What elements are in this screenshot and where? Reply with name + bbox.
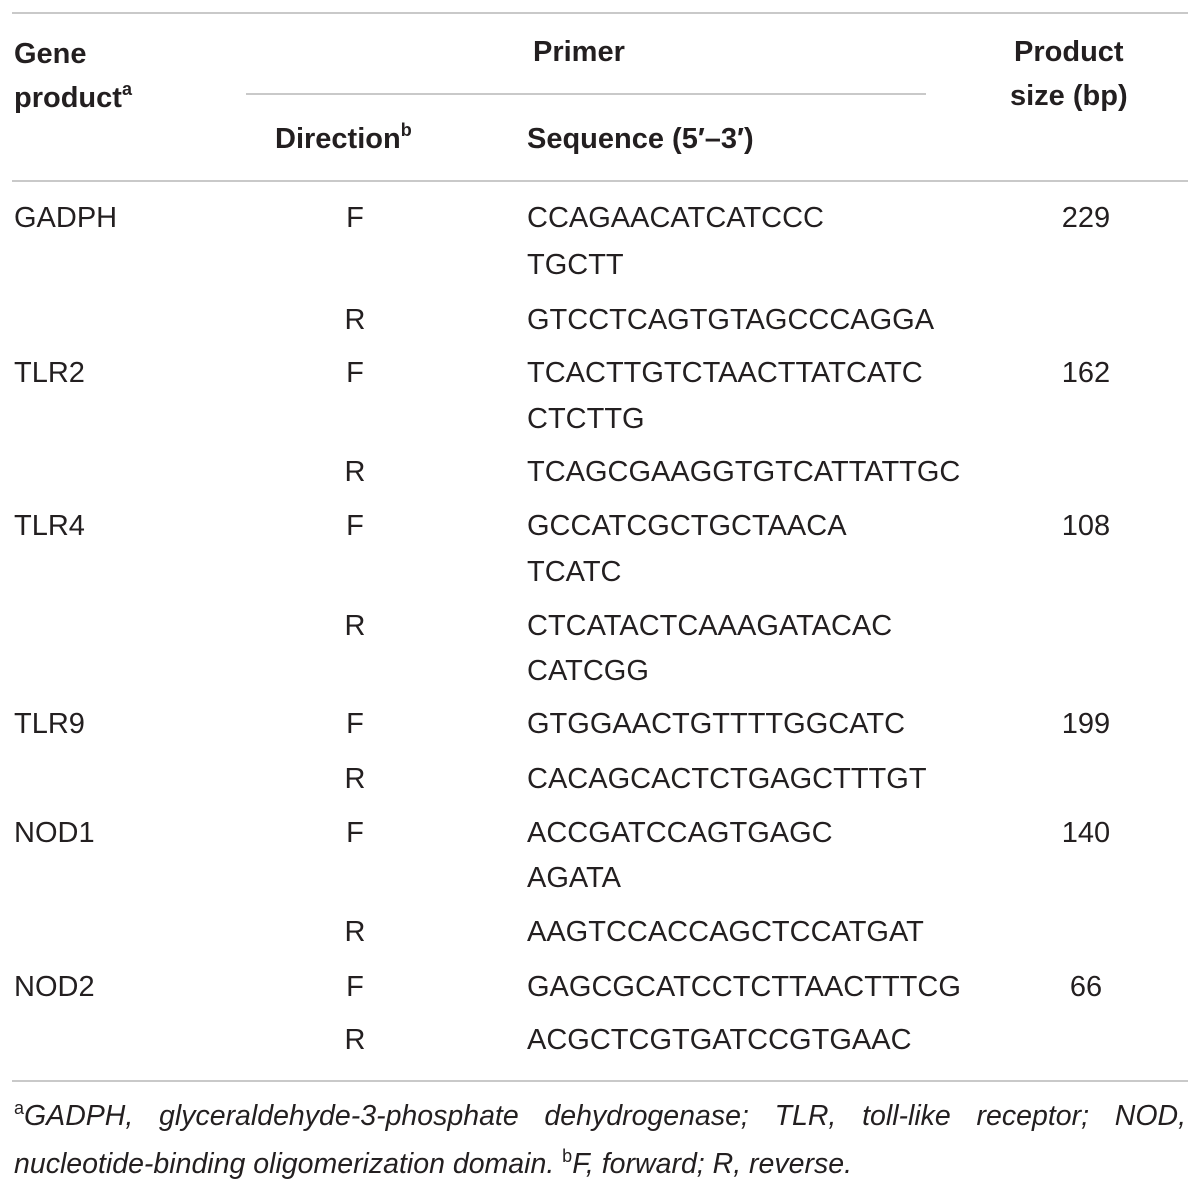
- sequence-cell: AAGTCCACCAGCTCCATGAT: [527, 916, 924, 948]
- sequence-cell: CATCGG: [527, 655, 649, 687]
- direction-cell: R: [344, 304, 366, 336]
- direction-cell: F: [346, 202, 364, 234]
- product-size-cell: 199: [1061, 708, 1111, 740]
- gene-product-cell: NOD2: [14, 971, 95, 1003]
- gene-product-cell: TLR9: [14, 708, 85, 740]
- sequence-cell: TGCTT: [527, 249, 624, 281]
- sequence-cell: TCATC: [527, 556, 622, 588]
- direction-cell: R: [344, 916, 366, 948]
- top-rule: [12, 12, 1188, 14]
- header-rule: [12, 180, 1188, 182]
- header-direction-sup: b: [400, 120, 412, 140]
- direction-cell: R: [344, 763, 366, 795]
- sequence-cell: CTCTTG: [527, 403, 645, 435]
- direction-cell: F: [346, 708, 364, 740]
- footnote-text-b: F, forward; R, reverse.: [572, 1148, 852, 1180]
- header-direction-wrap: [275, 117, 412, 164]
- direction-cell: R: [344, 610, 366, 642]
- footnote-sup-a: a: [14, 1098, 25, 1118]
- sequence-cell: GTCCTCAGTGTAGCCCAGGA: [527, 304, 935, 336]
- direction-cell: F: [346, 357, 364, 389]
- sequence-cell: GTGGAACTGTTTTGGCATC: [527, 708, 906, 740]
- header-primer: Primer: [533, 36, 625, 68]
- header-gene-product: [14, 32, 132, 123]
- footnote-text-a: GADPH, glyceraldehyde-3-phosphate dehydrogenase; TLR, toll-like receptor; NOD, nucleotide-binding oligomerization domain.: [14, 1100, 1186, 1180]
- direction-cell: F: [346, 510, 364, 542]
- sequence-cell: CACAGCACTCTGAGCTTTGT: [527, 763, 927, 795]
- header-gene-line1: Gene: [14, 38, 87, 70]
- header-gene-sup: a: [121, 79, 132, 99]
- sequence-cell: GAGCGCATCCTCTTAACTTTCG: [527, 971, 961, 1003]
- gene-product-cell: TLR2: [14, 357, 85, 389]
- primer-rule: [246, 93, 926, 95]
- direction-cell: F: [346, 817, 364, 849]
- sequence-cell: TCAGCGAAGGTGTCATTATTGC: [527, 456, 961, 488]
- product-size-cell: 66: [1069, 971, 1103, 1003]
- header-sequence: Sequence (5′–3′): [527, 123, 754, 155]
- product-size-cell: 229: [1061, 202, 1111, 234]
- gene-product-cell: GADPH: [14, 202, 118, 234]
- sequence-cell: CCAGAACATCATCCC: [527, 202, 824, 234]
- sequence-cell: AGATA: [527, 862, 621, 894]
- header-direction: Direction: [275, 123, 401, 155]
- header-size-line1: Product: [1014, 36, 1124, 68]
- direction-cell: R: [344, 1024, 366, 1056]
- header-product-size: [1010, 30, 1128, 118]
- product-size-cell: 140: [1061, 817, 1111, 849]
- direction-cell: R: [344, 456, 366, 488]
- sequence-cell: TCACTTGTCTAACTTATCATC: [527, 357, 923, 389]
- sequence-cell: GCCATCGCTGCTAACA: [527, 510, 847, 542]
- footnote: [14, 1094, 1186, 1190]
- sequence-cell: ACCGATCCAGTGAGC: [527, 817, 833, 849]
- product-size-cell: 108: [1061, 510, 1111, 542]
- header-gene-line2: product: [14, 82, 122, 114]
- sequence-cell: CTCATACTCAAAGATACAC: [527, 610, 893, 642]
- direction-cell: F: [346, 971, 364, 1003]
- product-size-cell: 162: [1061, 357, 1111, 389]
- sequence-cell: ACGCTCGTGATCCGTGAAC: [527, 1024, 912, 1056]
- header-size-line2: size (bp): [1010, 80, 1128, 112]
- bottom-rule: [12, 1080, 1188, 1082]
- header-gene-line2-wrap: [14, 76, 132, 123]
- footnote-sup-b: b: [562, 1146, 573, 1166]
- gene-product-cell: TLR4: [14, 510, 85, 542]
- gene-product-cell: NOD1: [14, 817, 95, 849]
